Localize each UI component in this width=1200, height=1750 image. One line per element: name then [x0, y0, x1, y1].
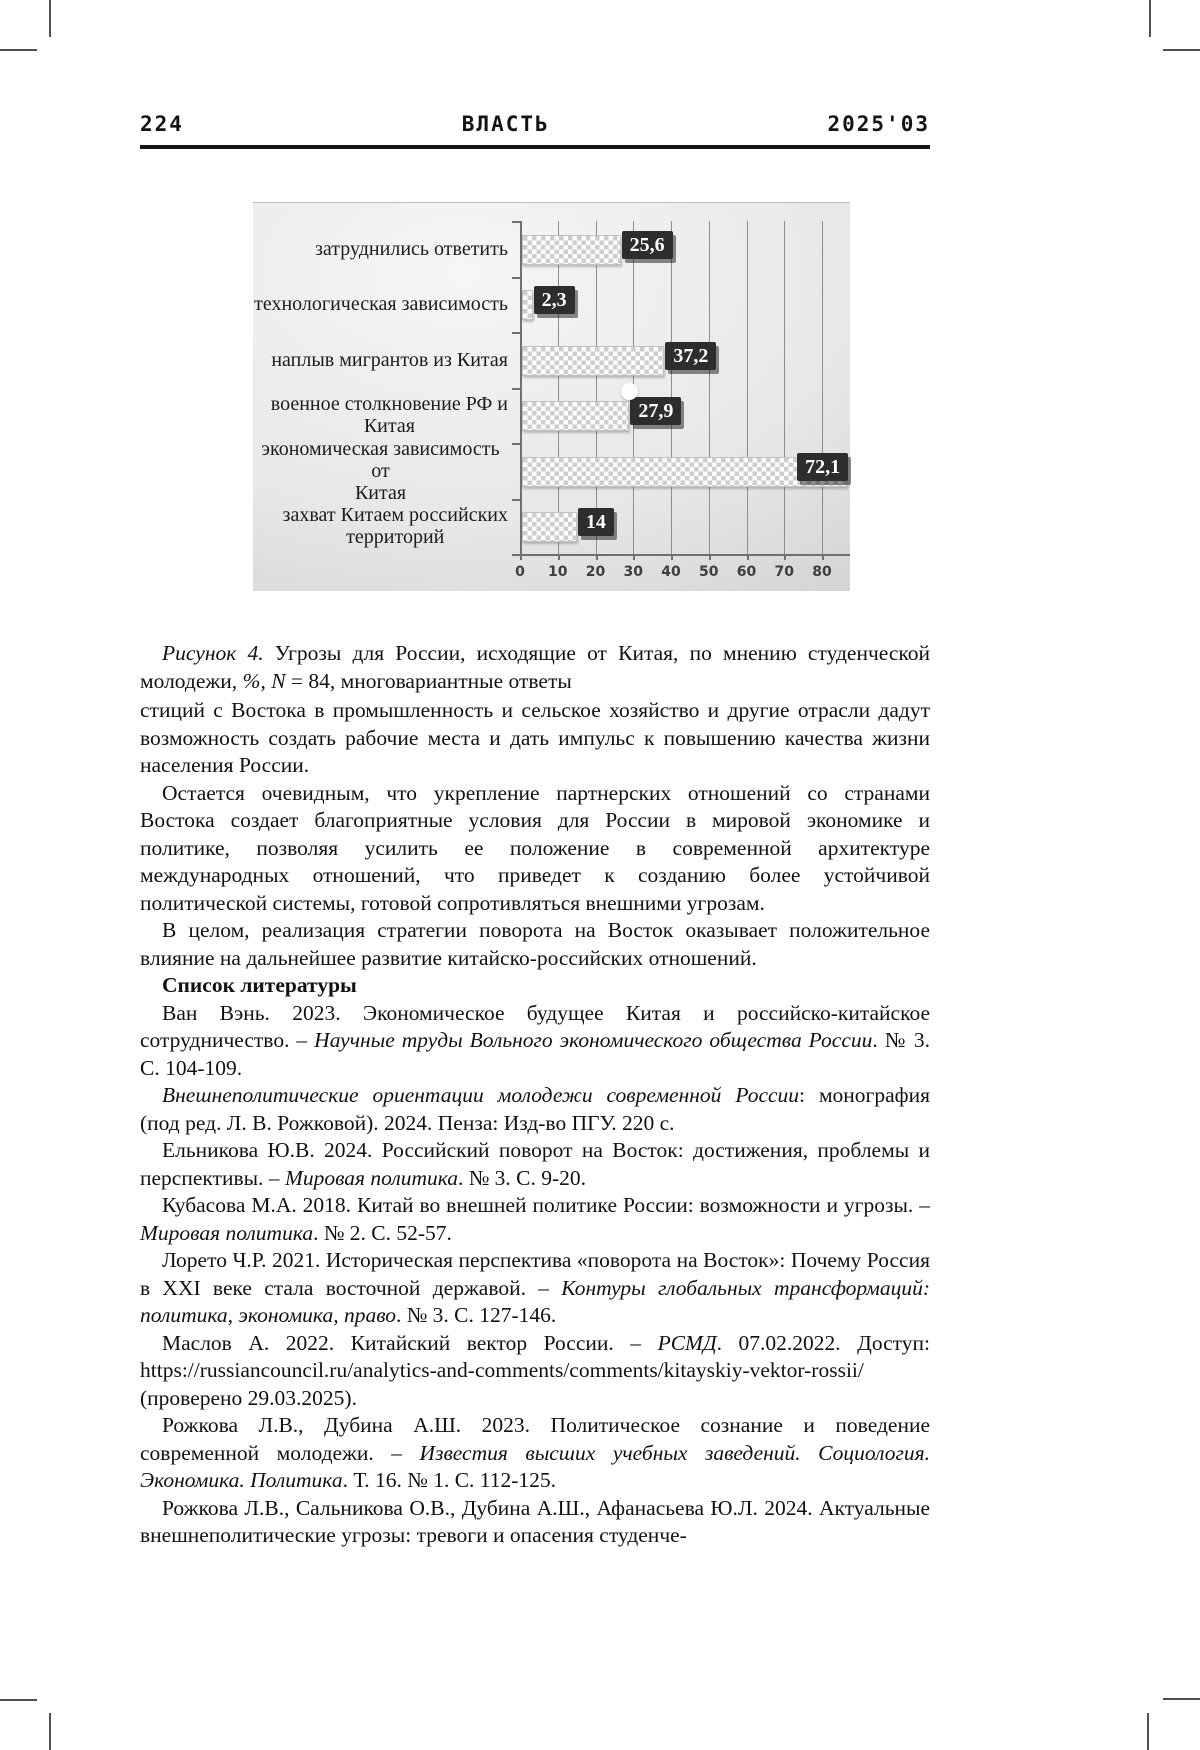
category-label	[315, 221, 508, 277]
crop-mark	[1147, 1713, 1149, 1750]
figure-caption: Рисунок 4. Угрозы для России, исходящие от Китая, по мнению студенческой молодежи, %, N = 84, многовариантные ответы	[140, 641, 931, 693]
y-axis-tick	[512, 221, 520, 223]
chart-gridline	[558, 221, 559, 554]
chart-gridline	[747, 221, 748, 554]
y-axis-tick	[512, 277, 520, 279]
x-axis-tick-label: 10	[548, 564, 568, 580]
crop-mark	[1149, 0, 1151, 37]
x-axis-line	[520, 554, 850, 556]
value-label: 14	[578, 508, 614, 536]
crop-mark	[0, 49, 37, 51]
reference-entry: Внешнеполитические ориентации молодежи современной России: монография (под ред. Л. В. Рожковой). 2024. Пенза: Изд-во ПГУ. 220 с.	[140, 1083, 930, 1135]
reference-entry: Рожкова Л.В., Дубина А.Ш. 2023. Политическое сознание и поведение современной молодежи. – Известия высших учебных заведений. Социология. Экономика. Политика. Т. 16. № 1. С. 112-125.	[140, 1413, 930, 1492]
y-axis-tick	[512, 554, 520, 556]
white-circle-marker	[621, 383, 638, 400]
reference-entry: Ван Вэнь. 2023. Экономическое будущее Китая и российско-китайское сотрудничество. – Научные труды Вольного экономического общества России. № 3. С. 104-109.	[140, 1000, 930, 1080]
category-label	[254, 277, 508, 333]
x-axis-tick-label: 50	[699, 564, 719, 580]
x-axis-tick-label: 60	[736, 564, 757, 580]
y-axis-tick	[512, 332, 520, 334]
category-label	[283, 499, 508, 555]
running-head	[140, 112, 930, 149]
threats-bar-chart	[253, 202, 850, 591]
category-label-text: экономическая зависимость от Китая	[261, 437, 500, 504]
reference-entry: Кубасова М.А. 2018. Китай во внешней политике России: возможности и угрозы. – Мировая политика. № 2. С. 52-57.	[140, 1193, 930, 1245]
bibliography-heading: Список литературы	[162, 973, 357, 997]
value-label: 72,1	[797, 453, 848, 481]
reference-entry: Рожкова Л.В., Сальникова О.В., Дубина А.Ш., Афанасьева Ю.Л. 2024. Актуальные внешнеполитические угрозы: тревоги и опасения студенче-	[140, 1495, 930, 1547]
bar	[522, 290, 533, 320]
bar	[522, 235, 621, 265]
x-axis-tick-label: 20	[585, 564, 606, 580]
category-label-text: технологическая зависимость	[254, 293, 508, 316]
y-axis-line	[520, 221, 522, 554]
journal-title: ВЛАСТЬ	[461, 112, 550, 136]
body-paragraph: Остается очевидным, что укрепление партнерских отношений со странами Востока создает благоприятные условия для России в мировой экономике и политике, позволяя усилить ее положение в современной архитектуре международных отношений, что приведет к созданию более устойчивой политической системы, готовой сопротивляться внешними угрозам.	[140, 780, 930, 915]
crop-mark	[49, 1713, 51, 1750]
x-axis-tick-label: 30	[623, 564, 643, 580]
category-label	[271, 388, 508, 444]
reference-entry: Лорето Ч.Р. 2021. Историческая перспектива «поворота на Восток»: Почему Россия в XXI веке стала восточной державой. – Контуры глобальных трансформаций: политика, экономика, право. № 3. С. 127-146.	[140, 1248, 930, 1327]
value-label: 25,6	[622, 231, 673, 259]
value-label: 27,9	[630, 397, 681, 425]
value-label: 37,2	[665, 342, 716, 370]
y-axis-tick	[512, 499, 520, 501]
issue-number: 2025'03	[827, 112, 930, 136]
y-axis-tick	[512, 443, 520, 445]
article-body	[140, 697, 930, 1550]
x-axis-tick-label: 0	[515, 564, 525, 580]
crop-mark	[1163, 49, 1200, 51]
category-label-text: затруднились ответить	[315, 237, 508, 260]
chart-gridline	[709, 221, 710, 554]
category-label	[253, 437, 508, 504]
reference-entry: Ельникова Ю.В. 2024. Российский поворот на Восток: достижения, проблемы и перспективы. – Мировая политика. № 3. С. 9-20.	[140, 1138, 930, 1190]
bar	[522, 401, 629, 431]
crop-mark	[1163, 1698, 1200, 1700]
value-label: 2,3	[534, 286, 575, 314]
reference-entry: Маслов А. 2022. Китайский вектор России. – РСМД. 07.02.2022. Доступ: https://russiancouncil.ru/analytics-and-comments/comments/kitayskiy-vektor-rossii/ (проверено 29.03.2025).	[140, 1330, 930, 1410]
chart-gridline	[822, 221, 823, 554]
category-label-text: наплыв мигрантов из Китая	[271, 348, 508, 371]
chart-gridline	[671, 221, 672, 554]
category-label-text: захват Китаем российских территорий	[282, 504, 508, 549]
category-label	[271, 332, 508, 388]
y-axis-tick	[512, 388, 520, 390]
x-axis-tick-label: 70	[774, 564, 794, 580]
x-axis-tick-label: 80	[812, 564, 832, 580]
body-paragraph: В целом, реализация стратегии поворота на Восток оказывает положительное влияние на дальнейшее развитие китайско-российских отношений.	[140, 918, 930, 970]
crop-mark	[0, 1699, 37, 1701]
chart-gridline	[784, 221, 785, 554]
page-number: 224	[140, 112, 184, 136]
chart-gridline	[596, 221, 597, 554]
bar	[522, 512, 577, 542]
bar	[522, 346, 664, 376]
crop-mark	[49, 0, 51, 37]
x-axis-tick-label: 40	[661, 564, 681, 580]
body-paragraph: стиций с Востока в промышленность и сельское хозяйство и другие отрасли дадут возможность создать рабочие места и дать импульс к повышению качества жизни населения России.	[140, 698, 930, 777]
category-label-text: военное столкновение РФ и Китая	[270, 393, 508, 438]
